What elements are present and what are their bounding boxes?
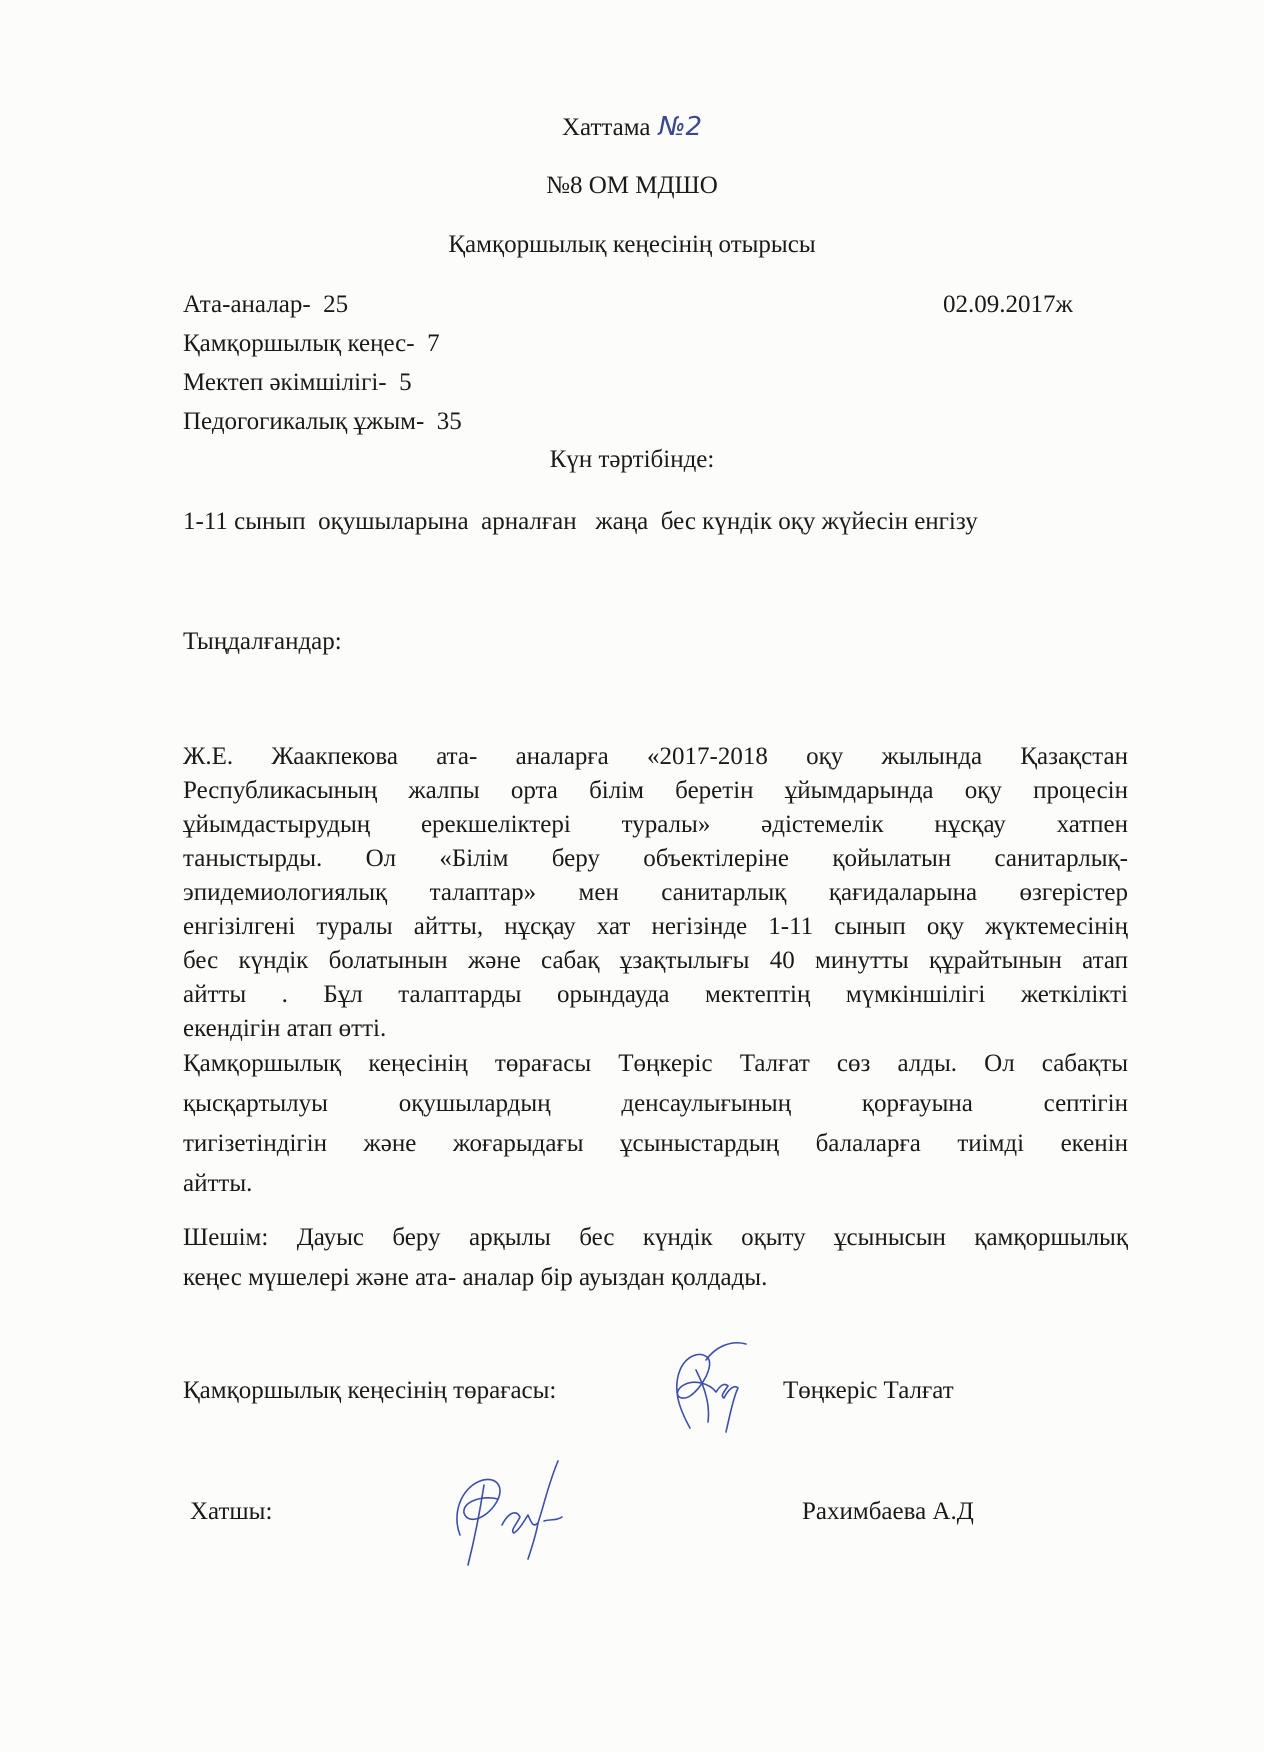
attendance-label: Ата-аналар-	[183, 291, 311, 318]
attendance-label: Қамқоршылық кеңес-	[183, 330, 415, 357]
attendance-label: Мектеп әкімшілігі-	[183, 369, 387, 396]
attendance-parents	[183, 290, 348, 320]
secretary-label: Хатшы:	[190, 1498, 273, 1525]
paragraph-report	[183, 740, 1128, 1046]
attendance-value: 25	[323, 291, 349, 318]
school-name: №8 ОМ МДШО	[546, 172, 718, 199]
paragraph-line: Ж.Е. Жаакпекова ата- аналарға «2017-2018 оқу жылында Қазақстан	[183, 743, 1128, 770]
decision-block	[183, 1218, 1128, 1298]
paragraph-line: эпидемиологиялық талаптар» мен санитарлық қағидаларына өзгерістер	[183, 879, 1128, 906]
title-word: Хаттама	[561, 114, 651, 141]
listened-heading: Тыңдалғандар:	[183, 628, 342, 655]
paragraph-line: қысқартылуы оқушылардың денсаулығының қорғауына септігін	[183, 1090, 1128, 1117]
document-title	[0, 112, 1264, 143]
attendance-label: Педогогикалық ұжым-	[183, 408, 425, 435]
chair-label: Қамқоршылық кеңесінің төрағасы:	[183, 1377, 557, 1404]
chair-name: Төңкеріс Талғат	[783, 1377, 954, 1404]
paragraph-line: ұйымдастырудың ерекшеліктері туралы» әдістемелік нұсқау хатпен	[183, 811, 1128, 838]
decision-line: кеңес мүшелері және ата- аналар бір ауыздан қолдады.	[183, 1264, 768, 1291]
decision-line: Шешім: Дауыс беру арқылы бес күндік оқыту ұсынысын қамқоршылық	[183, 1224, 1128, 1251]
attendance-administration	[183, 368, 412, 398]
meeting-date: 02.09.2017ж	[943, 291, 1073, 318]
meeting-title: Қамқоршылық кеңесінің отырысы	[448, 231, 816, 258]
attendance-council	[183, 329, 440, 359]
paragraph-line: тигізетіндігін және жоғарыдағы ұсыныстардың балаларға тиімді екенін	[183, 1130, 1128, 1157]
attendance-value: 7	[427, 330, 440, 357]
attendance-teachers	[183, 407, 462, 437]
chair-signature	[650, 1330, 760, 1445]
paragraph-line: айтты . Бұл талаптарды орындауда мектептің мүмкіншілігі жеткілікті	[183, 981, 1128, 1008]
paragraph-chair-speech	[183, 1044, 1128, 1204]
secretary-signature	[440, 1455, 580, 1580]
paragraph-line: Қамқоршылық кеңесінің төрағасы Төңкеріс Талғат сөз алды. Ол сабақты	[183, 1050, 1128, 1077]
paragraph-line: Республикасының жалпы орта білім беретін ұйымдарында оқу процесін	[183, 777, 1128, 804]
paragraph-line: екендігін атап өтті.	[183, 1015, 387, 1042]
paragraph-line: таныстырды. Ол «Білім беру объектілеріне қойылатын санитарлық-	[183, 845, 1128, 872]
paragraph-line: айтты.	[183, 1170, 253, 1197]
agenda-heading: Күн тәртібінде:	[549, 446, 715, 473]
title-number-handwritten: №2	[658, 112, 703, 142]
paragraph-line: енгізілгені туралы айтты, нұсқау хат негізінде 1-11 сынып оқу жүктемесінің	[183, 913, 1128, 940]
secretary-name: Рахимбаева А.Д	[802, 1498, 974, 1525]
agenda-item: 1-11 сынып оқушыларына арналған жаңа бес күндік оқу жүйесін енгізу	[183, 508, 978, 535]
paragraph-line: бес күндік болатынын және сабақ ұзақтылығы 40 минутты құрайтынын атап	[183, 947, 1128, 974]
attendance-value: 35	[436, 408, 462, 435]
attendance-value: 5	[399, 369, 412, 396]
